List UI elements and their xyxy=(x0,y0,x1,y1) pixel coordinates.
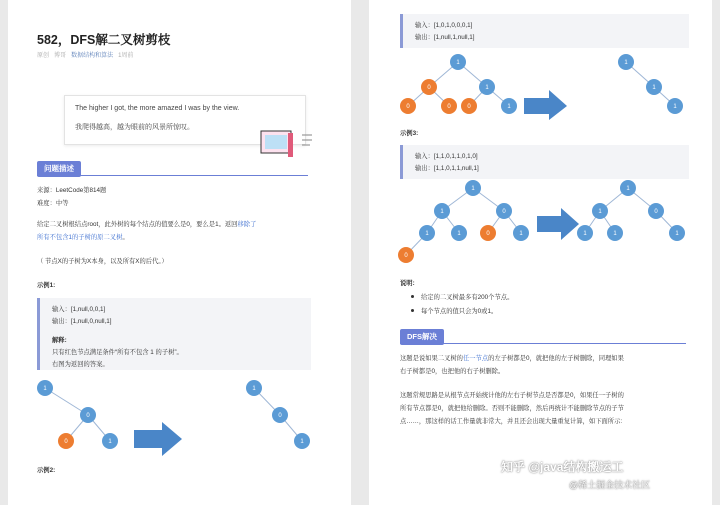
paragraph2-line2: 所有节点都是0，就把他给删除。否则不能删除，然后再统计不能删除节点的子节 xyxy=(400,405,624,412)
node-label: 1 xyxy=(507,104,511,110)
watermark-juejin: @稀土掘金技术社区 xyxy=(569,480,651,490)
example3-box xyxy=(400,145,689,179)
quote-english: The higher I got, the more amazed I was by the view. xyxy=(75,105,240,112)
example3-output: 输出：[1,1,0,1,1,null,1] xyxy=(415,165,479,172)
node-label: 0 xyxy=(427,85,431,91)
node-label: 1 xyxy=(471,186,475,192)
example1-output: 输出：[1,null,0,null,1] xyxy=(52,318,112,325)
arrow-right-icon xyxy=(134,422,182,456)
description-line1 xyxy=(37,219,256,228)
node-label: 0 xyxy=(467,104,471,110)
example1-explain-title: 解释: xyxy=(52,337,67,344)
example1-label: 示例1: xyxy=(37,282,56,289)
paragraph1-line2: 右子树都是0，也把他的右子树删除。 xyxy=(400,368,505,375)
node-label: 0 xyxy=(404,253,408,259)
section-underline xyxy=(37,175,308,176)
desc-highlight: 移除了 xyxy=(237,221,257,228)
node-label: 1 xyxy=(652,85,656,91)
p1-highlight: 任一节点 xyxy=(462,355,489,362)
section-problem-badge: 问题描述 xyxy=(37,161,81,177)
bullet-icon xyxy=(411,295,414,298)
example1-explain-line1: 只有红色节点满足条件“所有不包含 1 的子树”。 xyxy=(52,349,183,356)
example1-explain-line2: 右图为返回的答案。 xyxy=(52,361,109,368)
example1-input: 输入：[1,null,0,0,1] xyxy=(52,306,106,313)
node-label: 0 xyxy=(86,413,90,419)
example2-label: 示例2: xyxy=(37,467,56,474)
node-label: 1 xyxy=(519,231,523,237)
arrow-right-icon xyxy=(537,208,579,240)
quote-chinese: 我爬得越高，越为眼前的风景所惊叹。 xyxy=(75,124,194,131)
description-line2 xyxy=(37,232,129,241)
paragraph2-line1: 这题常规思路是从根节点开始统计他的左右子树节点是否都是0，如果任一子树的 xyxy=(400,392,624,399)
p1-text-b: 的左子树都是0，就把他的左子树删除，同理如果 xyxy=(488,355,624,362)
node-label: 0 xyxy=(64,439,68,445)
example1-box xyxy=(37,298,311,370)
difficulty-line: 难度：中等 xyxy=(37,200,69,207)
node-label: 1 xyxy=(675,231,679,237)
example2-box xyxy=(400,14,689,48)
node-label: 1 xyxy=(300,439,304,445)
bullet-icon xyxy=(411,309,414,312)
example3-label: 示例3: xyxy=(400,130,419,137)
example2-tree-diagram xyxy=(397,52,687,120)
note-item-1: 给定的二叉树最多有200个节点。 xyxy=(421,294,514,301)
node-label: 1 xyxy=(673,104,677,110)
example3-input: 输入：[1,1,0,1,1,0,1,0] xyxy=(415,153,478,160)
source-line: 来源：LeetCode第814题 xyxy=(37,187,107,194)
node-label: 1 xyxy=(43,386,47,392)
node-label: 0 xyxy=(447,104,451,110)
meta-date: 1周前 xyxy=(118,53,134,59)
notes-title: 说明: xyxy=(400,280,415,287)
node-label: 1 xyxy=(485,85,489,91)
section-dfs-badge: DFS解决 xyxy=(400,329,444,345)
meta-category[interactable]: 数据结构和算法 xyxy=(71,53,114,59)
desc-end: 。 xyxy=(122,234,129,241)
article-title: 582，DFS解二叉树剪枝 xyxy=(37,33,171,47)
section-underline-2 xyxy=(400,343,686,344)
note-item-2: 每个节点的值只会为0或1。 xyxy=(421,308,498,315)
desc-highlight-2: 所有不包含1的子树的原二叉树 xyxy=(37,234,123,241)
paragraph2-line3: 点……，那这样的话工作量就非常大，并且还会出现大量重复计算，如下面所示: xyxy=(400,418,623,425)
example1-tree-diagram xyxy=(34,378,334,456)
node-label: 1 xyxy=(108,439,112,445)
watermark-zhihu: 知乎 @java结构搬运工 xyxy=(501,460,624,474)
meta-author: 原创 xyxy=(37,53,50,59)
laptop-illustration xyxy=(260,130,320,162)
note-line: （ 节点X的子树为X本身，以及所有X的后代。） xyxy=(37,258,168,265)
p1-text: 这题是说如果二叉树的 xyxy=(400,355,463,362)
node-label: 1 xyxy=(583,231,587,237)
arrow-right-icon xyxy=(524,90,567,120)
example2-input: 输入：[1,0,1,0,0,0,1] xyxy=(415,22,473,29)
node-label: 1 xyxy=(624,60,628,66)
node-label: 1 xyxy=(440,209,444,215)
node-label: 1 xyxy=(613,231,617,237)
node-label: 0 xyxy=(654,209,658,215)
node-label: 1 xyxy=(456,60,460,66)
node-label: 1 xyxy=(425,231,429,237)
left-page xyxy=(8,0,351,505)
node-label: 1 xyxy=(252,386,256,392)
node-label: 0 xyxy=(406,104,410,110)
node-label: 1 xyxy=(457,231,461,237)
article-meta xyxy=(37,50,133,59)
paragraph1-line1 xyxy=(400,353,624,362)
node-label: 0 xyxy=(502,209,506,215)
node-label: 1 xyxy=(626,186,630,192)
node-label: 0 xyxy=(278,413,282,419)
meta-tag: 博哥 xyxy=(54,53,67,59)
right-page xyxy=(369,0,712,505)
node-label: 0 xyxy=(486,231,490,237)
example2-output: 输出：[1,null,1,null,1] xyxy=(415,34,475,41)
example3-tree-diagram xyxy=(395,178,695,266)
desc-text: 给定二叉树根结点root，此外树的每个结点的值要么是0，要么是1。返回 xyxy=(37,221,238,228)
node-label: 1 xyxy=(598,209,602,215)
